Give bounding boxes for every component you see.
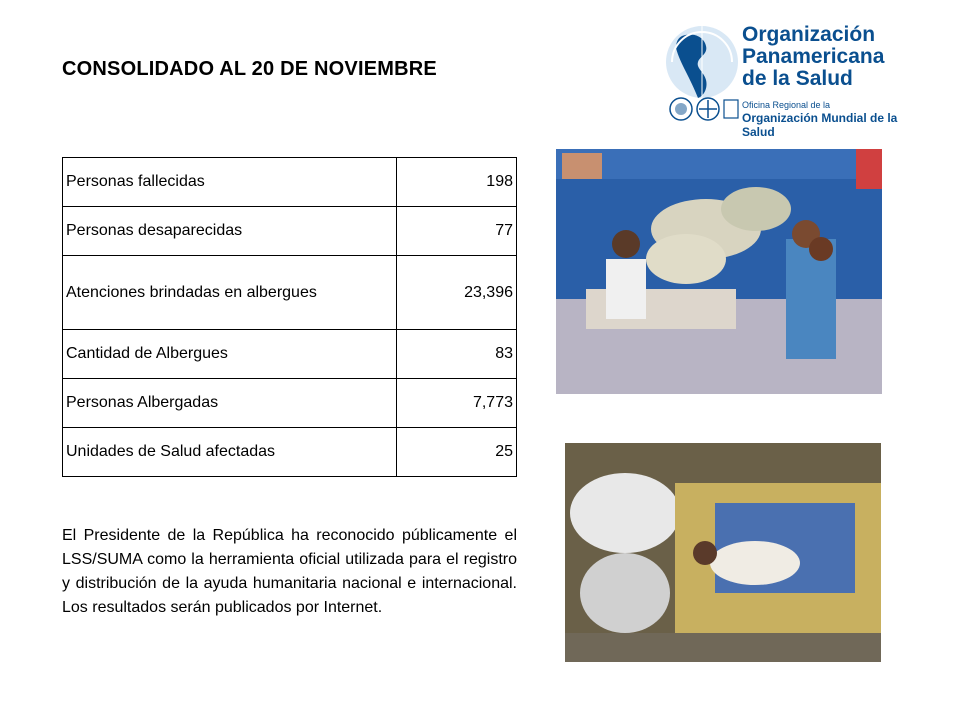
table-row	[63, 330, 517, 379]
row-label: Personas desaparecidas	[63, 207, 397, 256]
logo-subtitle-1: Oficina Regional de la	[742, 100, 831, 110]
row-label: Unidades de Salud afectadas	[63, 428, 397, 477]
table-row	[63, 158, 517, 207]
row-value: 198	[397, 158, 517, 207]
stats-table	[62, 157, 517, 477]
logo-text-line3: de la Salud	[742, 67, 853, 90]
seals-icon	[668, 96, 740, 122]
table-row	[63, 207, 517, 256]
row-value: 83	[397, 330, 517, 379]
page-title: CONSOLIDADO AL 20 DE NOVIEMBRE	[62, 58, 437, 80]
row-label: Atenciones brindadas en albergues	[63, 256, 397, 330]
table-row	[63, 428, 517, 477]
logo-subtitle-2: Organización Mundial de la Salud	[742, 111, 898, 139]
logo-text-line1: Organización	[742, 23, 876, 46]
table-row	[63, 256, 517, 330]
note-paragraph: El Presidente de la República ha reconocido públicamente el LSS/SUMA como la herramienta oficial utilizada para el registro y distribución de la ayuda humanitaria nacional e internacional. Los resultados serán publicados por Internet.	[62, 527, 517, 616]
row-value: 25	[397, 428, 517, 477]
row-label: Personas Albergadas	[63, 379, 397, 428]
row-value: 77	[397, 207, 517, 256]
shelter-child-photo	[565, 443, 881, 662]
paho-logo	[664, 16, 926, 139]
table-row	[63, 379, 517, 428]
row-value: 23,396	[397, 256, 517, 330]
globe-icon	[664, 22, 740, 102]
shelter-medical-photo	[556, 149, 882, 394]
logo-text-line2: Panamericana	[742, 45, 885, 68]
row-label: Cantidad de Albergues	[63, 330, 397, 379]
row-label: Personas fallecidas	[63, 158, 397, 207]
row-value: 7,773	[397, 379, 517, 428]
